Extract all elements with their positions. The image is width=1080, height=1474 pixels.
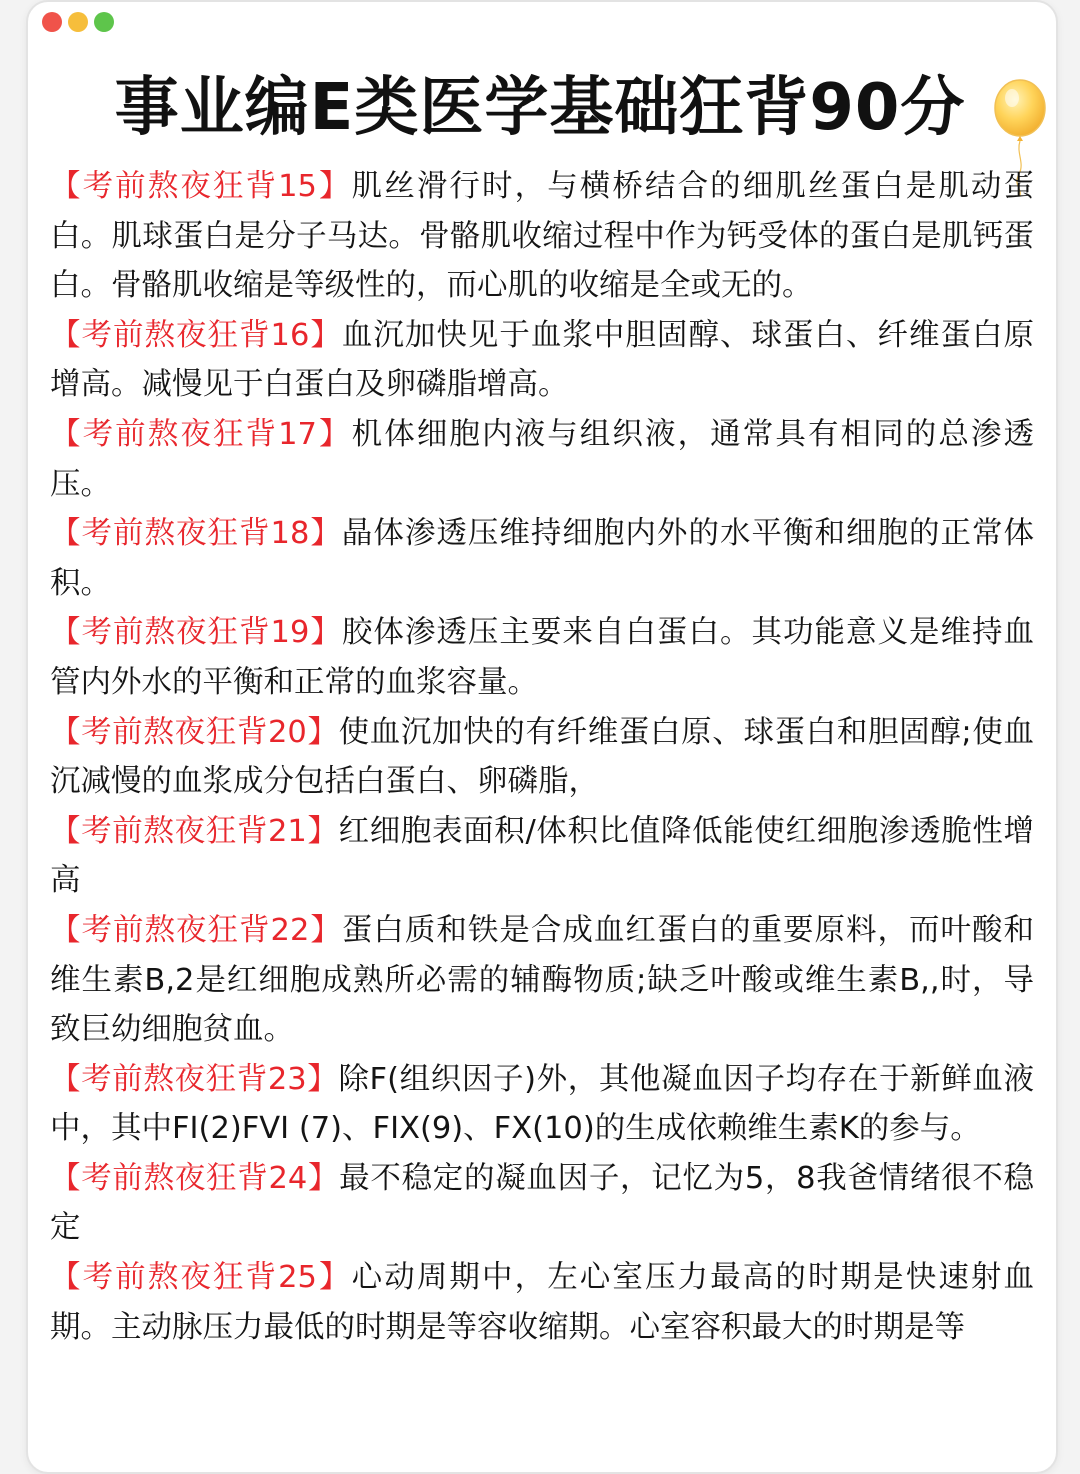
maximize-dot-icon bbox=[94, 12, 114, 32]
note-tag: 【考前熬夜狂背22】 bbox=[50, 912, 342, 948]
note-text: 红细胞表面积/体积比值降低能使红细胞渗透脆性增高 bbox=[50, 813, 1034, 899]
note-text: 除F(组织因子)外，其他凝血因子均存在于新鲜血液中，其中FI(2)FVI (7)、FIX(9)、FX(10)的生成依赖维生素K的参与。 bbox=[50, 1061, 1035, 1147]
note-item bbox=[50, 311, 1034, 410]
note-text: 机体细胞内液与组织液，通常具有相同的总渗透压。 bbox=[50, 416, 1035, 502]
note-item bbox=[50, 509, 1034, 608]
page-title: 事业编E类医学基础狂背90分 bbox=[114, 71, 966, 145]
note-text: 血沉加快见于血浆中胆固醇、球蛋白、纤维蛋白原增高。减慢见于白蛋白及卵磷脂增高。 bbox=[50, 317, 1035, 403]
note-tag: 【考前熬夜狂背19】 bbox=[50, 615, 342, 651]
note-text: 肌丝滑行时，与横桥结合的细肌丝蛋白是肌动蛋白。肌球蛋白是分子马达。骨骼肌收缩过程中作为钙受体的蛋白是肌钙蛋白。骨骼肌收缩是等级性的，而心肌的收缩是全或无的。 bbox=[50, 169, 1035, 304]
note-item bbox=[50, 608, 1034, 707]
note-tag: 【考前熬夜狂背23】 bbox=[50, 1061, 339, 1097]
note-tag: 【考前熬夜狂背20】 bbox=[50, 714, 339, 750]
note-item bbox=[50, 162, 1034, 311]
note-text: 使血沉加快的有纤维蛋白原、球蛋白和胆固醇;使血沉减慢的血浆成分包括白蛋白、卵磷脂， bbox=[50, 714, 1034, 800]
note-item bbox=[50, 1253, 1034, 1352]
note-tag: 【考前熬夜狂背18】 bbox=[50, 516, 342, 552]
note-tag: 【考前熬夜狂背17】 bbox=[50, 416, 352, 452]
minimize-dot-icon bbox=[68, 12, 88, 32]
note-tag: 【考前熬夜狂背16】 bbox=[50, 317, 342, 353]
note-item bbox=[50, 1055, 1034, 1154]
note-item bbox=[50, 1154, 1034, 1253]
window-controls bbox=[42, 12, 114, 32]
note-tag: 【考前熬夜狂背15】 bbox=[50, 169, 352, 204]
notes-list bbox=[50, 162, 1034, 1352]
note-item bbox=[50, 410, 1034, 509]
note-tag: 【考前熬夜狂背25】 bbox=[50, 1260, 352, 1296]
note-tag: 【考前熬夜狂背24】 bbox=[50, 1160, 340, 1196]
close-dot-icon bbox=[42, 12, 62, 32]
note-text: 晶体渗透压维持细胞内外的水平衡和细胞的正常体积。 bbox=[50, 516, 1035, 601]
note-text: 心动周期中，左心室压力最高的时期是快速射血期。主动脉压力最低的时期是等容收缩期。心室容积最大的时期是等 bbox=[50, 1260, 1035, 1345]
note-text: 蛋白质和铁是合成血红蛋白的重要原料，而叶酸和维生素B,2是红细胞成熟所必需的辅酶物质;缺乏叶酸或维生素B,,时，导致巨幼细胞贫血。 bbox=[50, 912, 1035, 1048]
note-text: 胶体渗透压主要来自白蛋白。其功能意义是维持血管内外水的平衡和正常的血浆容量。 bbox=[50, 615, 1035, 700]
note-text: 最不稳定的凝血因子，记忆为5，8我爸情绪很不稳定 bbox=[50, 1160, 1035, 1246]
note-item bbox=[50, 906, 1034, 1055]
note-tag: 【考前熬夜狂背21】 bbox=[50, 813, 339, 849]
note-item bbox=[50, 807, 1034, 906]
note-item bbox=[50, 708, 1034, 807]
